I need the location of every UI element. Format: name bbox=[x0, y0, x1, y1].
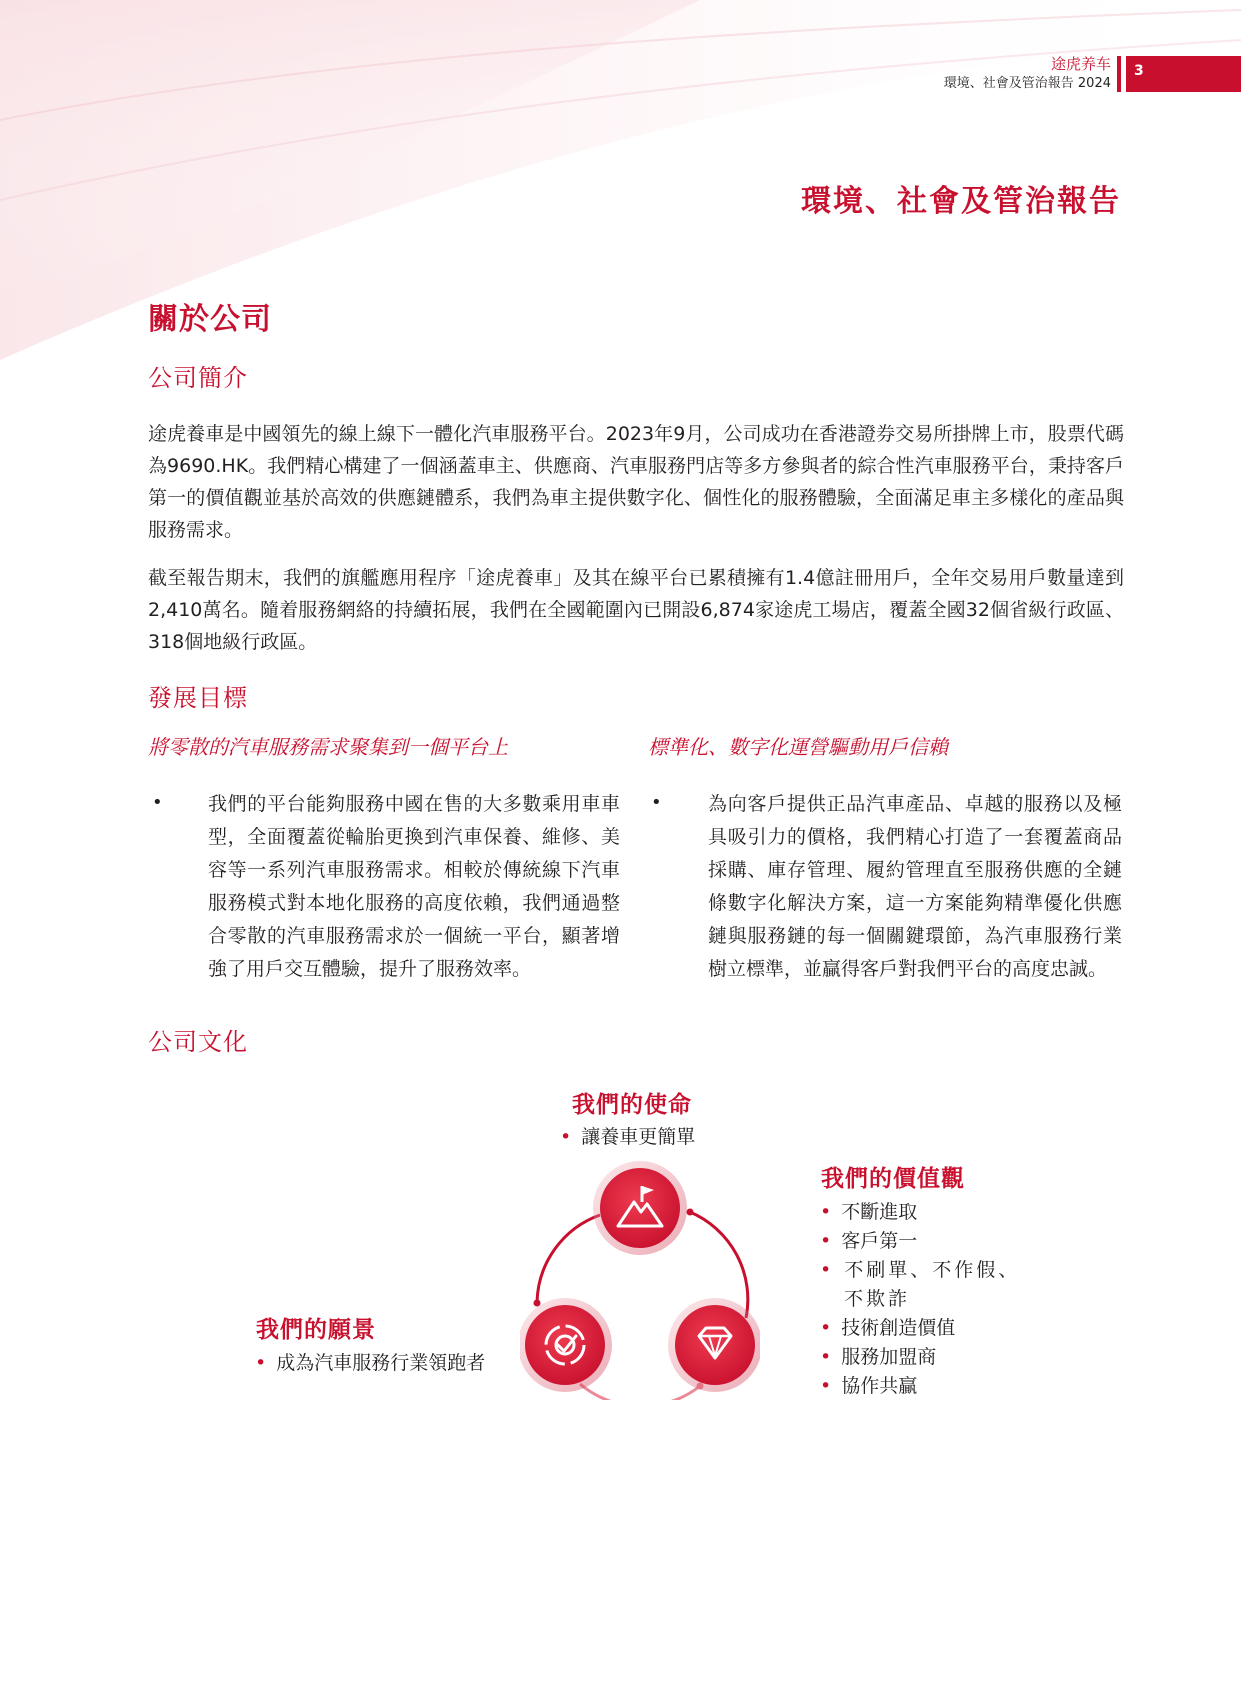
page-title: 環境、社會及管治報告 bbox=[801, 184, 1121, 219]
mission-item: • 讓養車更簡單 bbox=[560, 1126, 696, 1148]
bullet-dot: • bbox=[255, 1352, 267, 1374]
goal-right-subheading: 標準化、數字化運營驅動用戶信賴 bbox=[648, 735, 948, 759]
vision-title: 我們的願景 bbox=[256, 1317, 376, 1343]
section-title: 關於公司 bbox=[148, 302, 272, 337]
value-item: • 服務加盟商 bbox=[820, 1346, 937, 1368]
goals-heading: 發展目標 bbox=[148, 684, 248, 712]
arc-values-vision bbox=[580, 1384, 700, 1400]
header-divider bbox=[1117, 56, 1121, 92]
goal-left-subheading: 將零散的汽車服務需求聚集到一個平台上 bbox=[148, 735, 508, 759]
values-list bbox=[820, 1198, 1040, 1401]
value-item: • 客戶第一 bbox=[820, 1230, 918, 1252]
goal-right-text: 為向客戶提供正品汽車產品、卓越的服務以及極具吸引力的價格，我們精心打造了一套覆蓋商品採購、庫存管理、履約管理直至服務供應的全鏈條數字化解決方案，這一方案能夠精準優化供應鏈與服務鏈的每一個關鍵環節，為汽車服務行業樹立標準，並贏得客戶對我們平台的高度忠誠。 bbox=[708, 793, 1122, 980]
value-item: • 技術創造價值 bbox=[820, 1317, 956, 1339]
goal-left-text: 我們的平台能夠服務中國在售的大多數乘用車車型，全面覆蓋從輪胎更換到汽車保養、維修、美容等一系列汽車服務需求。相較於傳統線下汽車服務模式對本地化服務的高度依賴，我們通過整合零散的汽車服務需求於一個統一平台，顯著增強了用戶交互體驗，提升了服務效率。 bbox=[208, 793, 620, 980]
culture-heading: 公司文化 bbox=[148, 1028, 248, 1056]
intro-paragraph-1: 途虎養車是中國領先的線上線下一體化汽車服務平台。2023年9月，公司成功在香港證券交易所掛牌上市，股票代碼為9690.HK。我們精心構建了一個涵蓋車主、供應商、汽車服務門店等多方參與者的綜合性汽車服務平台，秉持客戶第一的價值觀並基於高效的供應鏈體系，我們為車主提供數字化、個性化的服務體驗，全面滿足車主多樣化的產品與服務需求。 bbox=[148, 423, 1124, 541]
arc-mission-vision bbox=[537, 1215, 600, 1303]
header-brand bbox=[944, 55, 1111, 93]
value-item: • 協作共贏 bbox=[820, 1375, 918, 1397]
value-item: • 不刷單、不作假、不欺詐 bbox=[820, 1259, 1021, 1310]
vision-item: • 成為汽車服務行業領跑者 bbox=[255, 1352, 486, 1374]
header-company: 途虎养车 bbox=[1050, 55, 1111, 73]
goal-right-bullet: • bbox=[651, 792, 662, 813]
target-icon bbox=[520, 1298, 612, 1392]
values-title: 我們的價值觀 bbox=[821, 1166, 965, 1192]
intro-heading: 公司簡介 bbox=[148, 364, 248, 392]
mountain-flag-icon bbox=[593, 1161, 687, 1255]
value-item: • 不斷進取 bbox=[820, 1201, 918, 1223]
goal-left-bullet: • bbox=[152, 792, 163, 813]
diamond-icon bbox=[668, 1298, 760, 1392]
culture-cycle-diagram bbox=[520, 1160, 760, 1400]
mission-title: 我們的使命 bbox=[572, 1092, 692, 1118]
bullet-dot: • bbox=[560, 1126, 572, 1148]
header-report-title: 環境、社會及管治報告 2024 bbox=[943, 76, 1111, 91]
page-number: 3 bbox=[1134, 63, 1144, 79]
intro-paragraph-2: 截至報告期末，我們的旗艦應用程序「途虎養車」及其在線平台已累積擁有1.4億註冊用戶，全年交易用戶數量達到2,410萬名。隨着服務網絡的持續拓展，我們在全國範圍內已開設6,874家途虎工場店，覆蓋全國32個省級行政區、318個地級行政區。 bbox=[148, 567, 1124, 653]
